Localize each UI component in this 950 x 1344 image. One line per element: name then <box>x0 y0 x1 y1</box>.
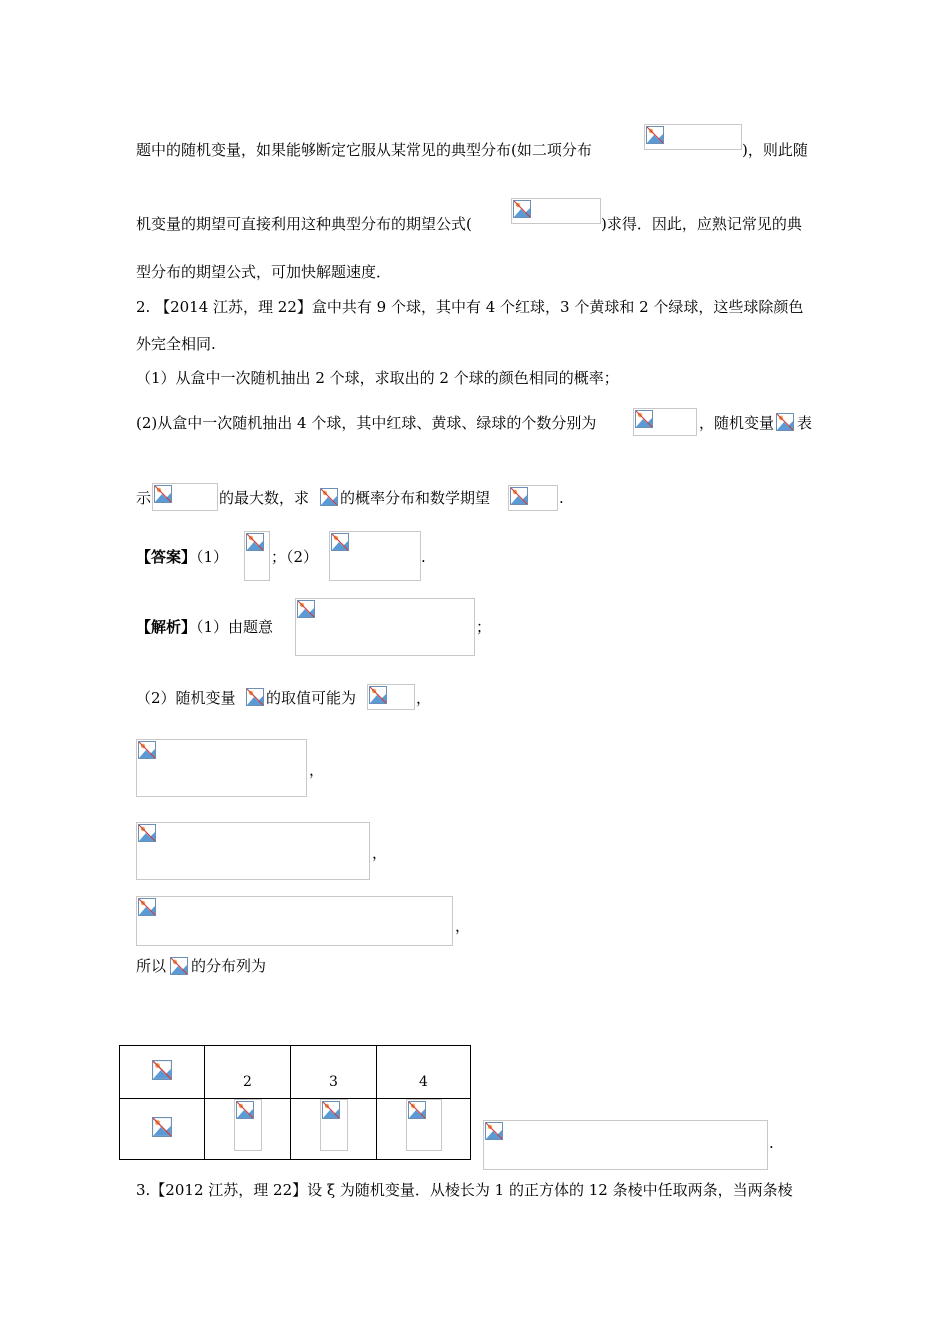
analysis-text: 所以 <box>136 957 167 975</box>
formula-image <box>329 531 421 581</box>
text-line <box>699 413 774 433</box>
answer-line <box>136 547 228 567</box>
broken-image-icon <box>138 741 156 759</box>
analysis-text: 的分布列为 <box>191 957 267 975</box>
broken-image-icon <box>635 410 653 428</box>
formula-image <box>295 598 475 656</box>
table-cell <box>120 1046 205 1099</box>
problem-text: 2. 【2014 江苏，理 22】盒中共有 9 个球，其中有 4 个红球，3 个黄球和 2 个绿球，这些球除颜色 <box>136 298 804 316</box>
formula-image <box>170 957 190 977</box>
text-line <box>136 488 151 508</box>
answer-label: 【答案】 <box>136 548 197 566</box>
table-cell <box>377 1099 471 1160</box>
table-cell <box>377 1046 471 1099</box>
text-line <box>797 413 812 433</box>
broken-image-icon <box>513 200 531 218</box>
problem-text: 外完全相同. <box>136 335 216 353</box>
question-1 <box>136 368 619 388</box>
formula-image <box>367 684 415 710</box>
text-line <box>136 334 216 354</box>
question-text: (2)从盒中一次随机抽出 4 个球，其中红球、黄球、绿球的个数分别为 <box>136 414 597 432</box>
text-line <box>266 688 356 708</box>
paragraph-text: )求得．因此，应熟记常见的典 <box>601 215 802 233</box>
broken-image-icon <box>236 1101 254 1123</box>
paragraph-text: 题中的随机变量，如果能够断定它服从某常见的典型分布(如二项分布 <box>136 141 592 159</box>
analysis-text: 的取值可能为 <box>266 689 357 707</box>
analysis-text: ； <box>476 618 492 636</box>
broken-image-icon <box>485 1122 503 1140</box>
text-line <box>136 262 391 282</box>
formula-image <box>644 124 742 150</box>
text-line <box>601 214 802 234</box>
text-line <box>421 547 426 567</box>
paragraph-text: 机变量的期望可直接利用这种典型分布的期望公式( <box>136 215 472 233</box>
text-line <box>372 843 387 863</box>
formula-image <box>136 896 453 946</box>
text-line <box>136 214 472 234</box>
formula-image <box>234 1099 262 1151</box>
paragraph-text: 型分布的期望公式，可加快解题速度． <box>136 263 392 281</box>
table-cell <box>205 1099 291 1160</box>
broken-image-icon <box>152 1060 172 1084</box>
question-text: 示 <box>136 489 152 507</box>
question-text: . <box>559 489 564 507</box>
formula-image <box>483 1120 768 1170</box>
broken-image-icon <box>246 533 264 551</box>
answer-part-1: （1） <box>196 548 229 566</box>
text-line <box>136 140 592 160</box>
broken-image-icon <box>646 126 664 144</box>
broken-image-icon <box>510 487 528 505</box>
broken-image-icon <box>297 600 315 618</box>
broken-image-icon <box>331 533 349 551</box>
broken-image-icon <box>154 485 172 503</box>
distribution-table <box>119 1045 471 1160</box>
formula-image <box>633 408 697 436</box>
broken-image-icon <box>369 686 387 704</box>
formula-image <box>244 531 270 581</box>
question-text: 的最大数，求 <box>219 489 310 507</box>
broken-image-icon <box>322 1101 340 1123</box>
analysis-line <box>136 617 273 637</box>
question-2 <box>136 413 596 433</box>
text-line <box>476 617 491 637</box>
broken-image-icon <box>408 1101 426 1123</box>
analysis-text: . <box>769 1134 774 1152</box>
formula-image <box>320 1099 348 1151</box>
answer-end: . <box>421 548 426 566</box>
formula-image <box>776 413 796 433</box>
question-text: ，随机变量 <box>699 414 775 432</box>
question-text: 的概率分布和数学期望 <box>340 489 491 507</box>
formula-image <box>508 485 558 511</box>
text-line <box>416 688 431 708</box>
formula-image <box>136 739 307 797</box>
table-cell <box>291 1046 377 1099</box>
text-line <box>455 916 470 936</box>
question-text: 表 <box>797 414 813 432</box>
analysis-line <box>136 956 166 976</box>
analysis-label: 【解析】 <box>136 618 197 636</box>
table-cell <box>291 1099 377 1160</box>
problem-3-heading <box>136 1180 793 1200</box>
problem-text: 3.【2012 江苏，理 22】设 ξ 为随机变量．从棱长为 1 的正方体的 12 条棱中任取两条，当两条棱 <box>136 1181 793 1199</box>
broken-image-icon <box>138 898 156 916</box>
analysis-text: ， <box>416 689 432 707</box>
text-line <box>769 1133 774 1153</box>
analysis-text: ， <box>372 844 388 862</box>
broken-image-icon <box>776 413 794 431</box>
analysis-text: （2）随机变量 <box>136 689 236 707</box>
text-line <box>219 488 309 508</box>
formula-image <box>320 488 340 508</box>
text-line <box>271 547 318 567</box>
problem-2-heading <box>136 297 803 317</box>
paragraph-text: )，则此随 <box>742 141 808 159</box>
table-value: 2 <box>243 1074 252 1090</box>
question-text: （1）从盒中一次随机抽出 2 个球，求取出的 2 个球的颜色相同的概率； <box>136 369 619 387</box>
text-line <box>742 140 808 160</box>
formula-image <box>246 688 266 708</box>
broken-image-icon <box>138 824 156 842</box>
text-line <box>191 956 266 976</box>
formula-image <box>406 1099 442 1151</box>
broken-image-icon <box>170 957 188 975</box>
broken-image-icon <box>320 488 338 506</box>
answer-separator: ；（2） <box>271 548 319 566</box>
table-value: 4 <box>419 1074 428 1090</box>
text-line <box>340 488 490 508</box>
text-line <box>559 488 564 508</box>
formula-image <box>511 198 601 224</box>
analysis-line <box>136 688 236 708</box>
table-cell <box>205 1046 291 1099</box>
table-row <box>120 1046 471 1099</box>
table-cell <box>120 1099 205 1160</box>
broken-image-icon <box>152 1117 172 1141</box>
text-line <box>309 760 324 780</box>
table-value: 3 <box>329 1074 338 1090</box>
analysis-text: ， <box>455 917 471 935</box>
table-row <box>120 1099 471 1160</box>
broken-image-icon <box>246 688 264 706</box>
formula-image <box>136 822 370 880</box>
analysis-text: ， <box>309 761 325 779</box>
formula-image <box>152 483 218 511</box>
analysis-text: （1）由题意 <box>196 618 274 636</box>
